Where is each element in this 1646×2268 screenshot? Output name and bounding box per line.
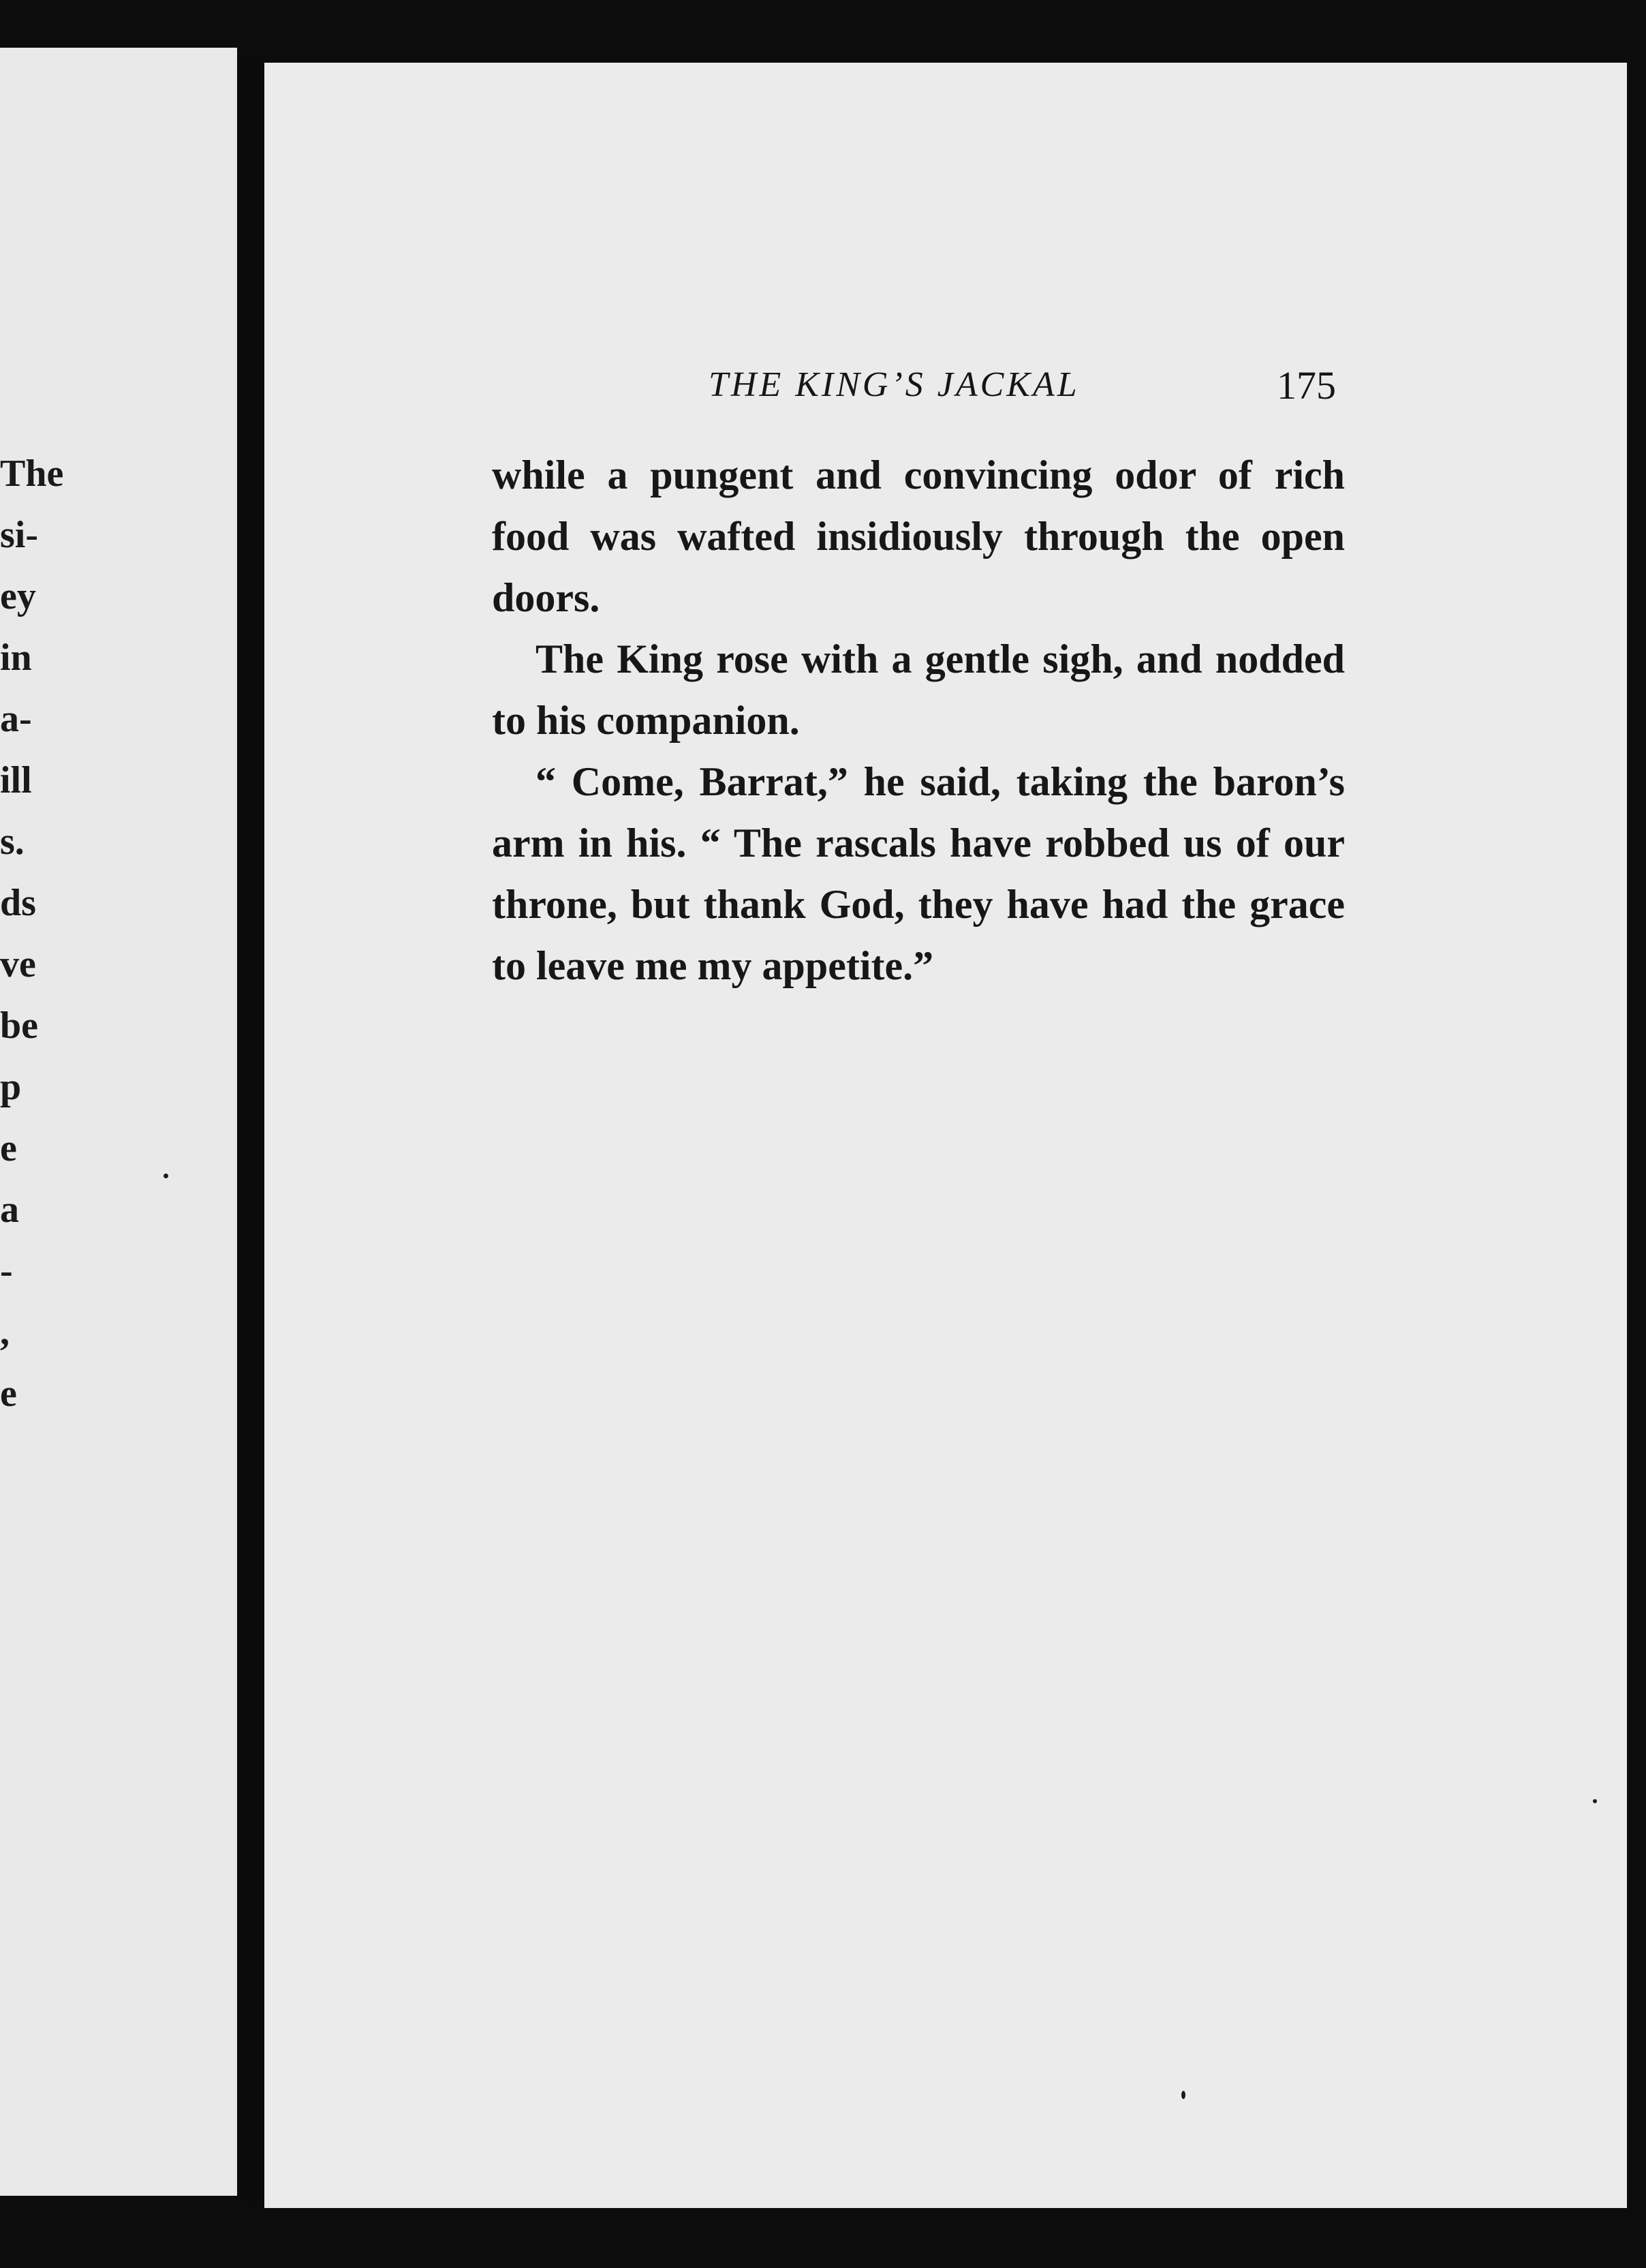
paragraph: while a pungent and convincing odor of rich food was wafted insidiously through the open doors.	[492, 453, 1345, 620]
running-head: THE KING’S JACKAL	[709, 365, 1080, 404]
paragraph: “ Come, Barrat,” he said, taking the baron’s arm in his. “ The rascals have robbed us of our throne, but thank God, they have had the grace to leave me my appetite.”	[492, 759, 1345, 988]
paragraph: The King rose with a gentle sigh, and nodded to his companion.	[492, 637, 1345, 743]
fragment-line: -	[0, 1250, 13, 1292]
fragment-line: ey	[0, 575, 36, 617]
dust-speck	[1181, 2091, 1185, 2099]
fragment-line: ,	[0, 1311, 10, 1353]
fragment-line: p	[0, 1066, 22, 1108]
fragment-line: ill	[0, 759, 32, 801]
fragment-line: s.	[0, 821, 25, 863]
previous-page-text-fragments	[0, 443, 68, 1424]
previous-page-edge	[0, 48, 237, 2196]
fragment-line: ve	[0, 943, 36, 985]
page-number: 175	[1277, 363, 1336, 408]
fragment-line: ds	[0, 882, 36, 924]
fragment-line: a	[0, 1189, 19, 1231]
fragment-line: e	[0, 1127, 17, 1169]
fragment-line: The	[0, 453, 64, 495]
fragment-line: si-	[0, 514, 38, 556]
page-body	[492, 444, 1345, 996]
book-binding-gutter	[245, 55, 264, 2203]
dust-speck	[164, 1174, 168, 1178]
fragment-line: be	[0, 1005, 38, 1047]
dust-speck	[1593, 1799, 1597, 1803]
fragment-line: a-	[0, 698, 32, 740]
fragment-line: e	[0, 1373, 17, 1415]
fragment-line: in	[0, 637, 32, 679]
